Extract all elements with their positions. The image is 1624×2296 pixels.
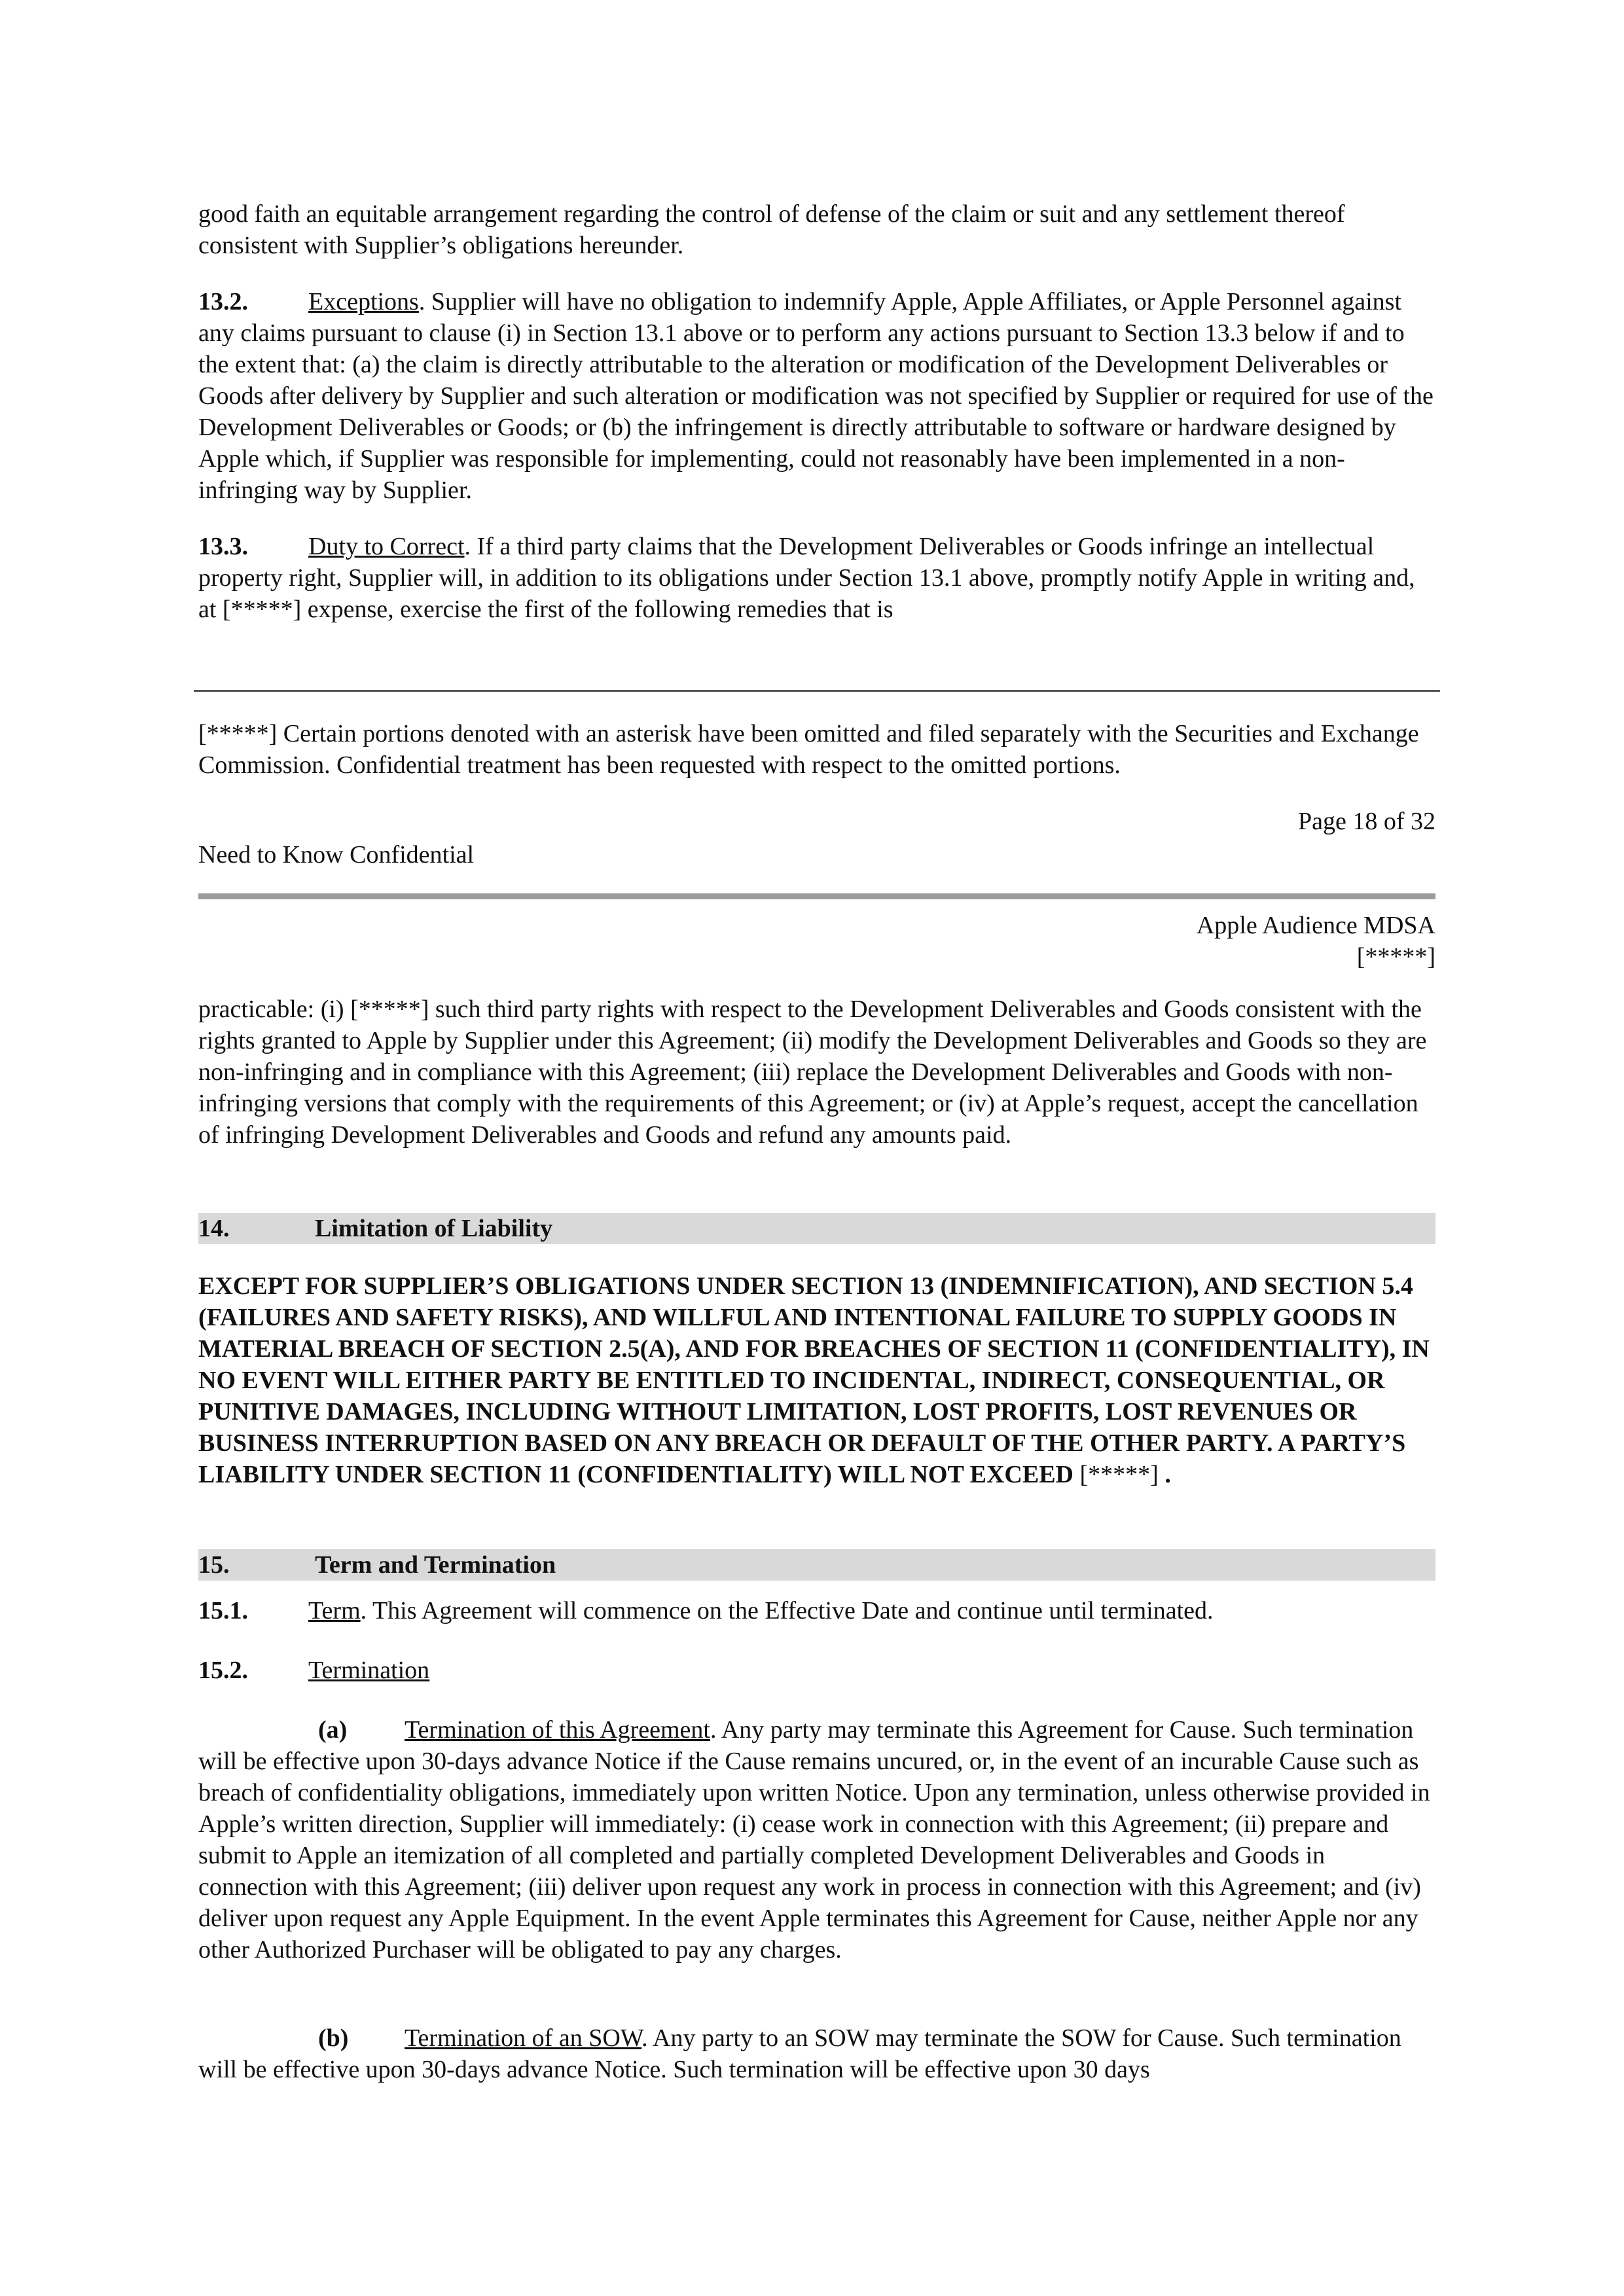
section-15-1-paragraph	[198, 1595, 1435, 1626]
section-14-title: Limitation of Liability	[315, 1215, 553, 1242]
continuation-paragraph	[198, 198, 1435, 261]
section-14-heading	[198, 1213, 1435, 1244]
section-15-1-number: 15.1.	[198, 1597, 248, 1624]
section-13-3-number: 13.3.	[198, 533, 248, 560]
section-15-1-title: Term	[308, 1597, 361, 1624]
section-13-3-text: . If a third party claims that the Development Deliverables or Goods infringe an intellectual property right, Supplier will, in addition to its obligations under Section 13.1 above, promptly notify Apple in writing and, at [*****] expense, exercise the first of the following remedies that is	[198, 533, 1415, 623]
section-15-2-title: Termination	[308, 1657, 430, 1684]
section-14-number: 14.	[198, 1215, 230, 1242]
section-13-3-paragraph	[198, 531, 1435, 625]
section-15-2-b-paragraph	[198, 2022, 1435, 2085]
page-number-text: Page 18 of 32	[1297, 808, 1435, 835]
header-code: [*****]	[1356, 943, 1435, 971]
section-13-2	[198, 286, 1435, 506]
section-15-2-a-label: (a)	[318, 1716, 348, 1744]
section-15-2-a	[198, 1714, 1435, 1965]
section-15-1	[198, 1595, 1435, 1626]
section-15-2-number: 15.2.	[198, 1657, 248, 1684]
section-15-2	[198, 1655, 1435, 1686]
page-number	[198, 806, 1435, 837]
section-13-3-continued	[198, 994, 1435, 1151]
continuation-text: good faith an equitable arrangement regarding the control of defense of the claim or suit and any settlement thereof consistent with Supplier’s obligations hereunder.	[198, 200, 1345, 259]
section-15-2-paragraph	[198, 1655, 1435, 1686]
section-13-2-paragraph	[198, 286, 1435, 506]
footer-divider	[194, 690, 1440, 692]
footer-note-text: [*****] Certain portions denoted with an asterisk have been omitted and filed separately with the Securities and Exchange Commission. Confidential treatment has been requested with respect to the omitted portions.	[198, 720, 1419, 779]
section-15-2-b-title: Termination of an SOW	[405, 2024, 642, 2052]
section-15-1-text: . This Agreement will commence on the Effective Date and continue until terminated.	[360, 1597, 1214, 1624]
header-title: Apple Audience MDSA	[1196, 912, 1435, 939]
section-13-2-number: 13.2.	[198, 288, 248, 315]
section-15-number: 15.	[198, 1551, 230, 1579]
section-13-3-title: Duty to Correct	[308, 533, 465, 560]
section-14-paragraph	[198, 1270, 1435, 1490]
section-15-2-b-label: (b)	[318, 2024, 349, 2052]
section-14-caps-text: EXCEPT FOR SUPPLIER’S OBLIGATIONS UNDER SECTION 13 (INDEMNIFICATION), AND SECTION 5.4 (FAILURES AND SAFETY RISKS), AND WILLFUL AND INTENTIONAL FAILURE TO SUPPLY GOODS IN MATERIAL BREACH OF SECTION 2.5(A), AND FOR BREACHES OF SECTION 11 (CONFIDENTIALITY), IN NO EVENT WILL EITHER PARTY BE ENTITLED TO INCIDENTAL, INDIRECT, CONSEQUENTIAL, OR PUNITIVE DAMAGES, INCLUDING WITHOUT LIMITATION, LOST PROFITS, LOST REVENUES OR BUSINESS INTERRUPTION BASED ON ANY BREACH OR DEFAULT OF THE OTHER PARTY. A PARTY’S LIABILITY UNDER SECTION 11 (CONFIDENTIALITY) WILL NOT EXCEED	[198, 1272, 1430, 1488]
section-14-end: .	[1158, 1461, 1171, 1488]
section-15-2-a-title: Termination of this Agreement	[405, 1716, 710, 1744]
section-13-2-text: . Supplier will have no obligation to indemnify Apple, Apple Affiliates, or Apple Personnel against any claims pursuant to clause (i) in Section 13.1 above or to perform any actions pursuant to Section 13.3 below if and to the extent that: (a) the claim is directly attributable to the alteration or modification of the Development Deliverables or Goods after delivery by Supplier and such alteration or modification was not specified by Supplier or required for use of the Development Deliverables or Goods; or (b) the infringement is directly attributable to software or hardware designed by Apple which, if Supplier was responsible for implementing, could not reasonably have been implemented in a non-infringing way by Supplier.	[198, 288, 1434, 504]
section-15-heading	[198, 1549, 1435, 1581]
section-15-2-b-text: . Any party to an SOW may terminate the SOW for Cause. Such termination will be effective upon 30-days advance Notice. Such termination will be effective upon 30 days	[198, 2024, 1401, 2083]
confidential-label	[198, 839, 1435, 870]
section-14-redacted: [*****]	[1079, 1461, 1159, 1488]
section-13-3-continued-text: practicable: (i) [*****] such third party rights with respect to the Development Deliverables and Goods consistent with the rights granted to Apple by Supplier under this Agreement; (ii) modify the Development Deliverables and Goods so they are non-infringing and in compliance with this Agreement; (iii) replace the Development Deliverables and Goods with non-infringing versions that comply with the requirements of this Agreement; or (iv) at Apple’s request, accept the cancellation of infringing Development Deliverables and Goods and refund any amounts paid.	[198, 996, 1427, 1149]
page-break-divider	[198, 893, 1435, 899]
section-15-2-b	[198, 2022, 1435, 2085]
running-header	[198, 910, 1435, 973]
section-15-2-a-paragraph	[198, 1714, 1435, 1965]
section-15-title: Term and Termination	[315, 1551, 556, 1579]
section-14-body	[198, 1270, 1435, 1490]
footer-note	[198, 718, 1435, 781]
section-13-2-title: Exceptions	[308, 288, 419, 315]
section-15-2-a-text: . Any party may terminate this Agreement for Cause. Such termination will be effective upon 30-days advance Notice if the Cause remains uncured, or, in the event of an incurable Cause such as breach of confidentiality obligations, immediately upon written Notice. Upon any termination, unless otherwise provided in Apple’s written direction, Supplier will immediately: (i) cease work in connection with this Agreement; (ii) prepare and submit to Apple an itemization of all completed and partially completed Development Deliverables and Goods in connection with this Agreement; (iii) deliver upon request any work in process in connection with this Agreement; and (iv) deliver upon request any Apple Equipment. In the event Apple terminates this Agreement for Cause, neither Apple nor any other Authorized Purchaser will be obligated to pay any charges.	[198, 1716, 1430, 1964]
section-13-3	[198, 531, 1435, 625]
confidential-text: Need to Know Confidential	[198, 841, 475, 869]
